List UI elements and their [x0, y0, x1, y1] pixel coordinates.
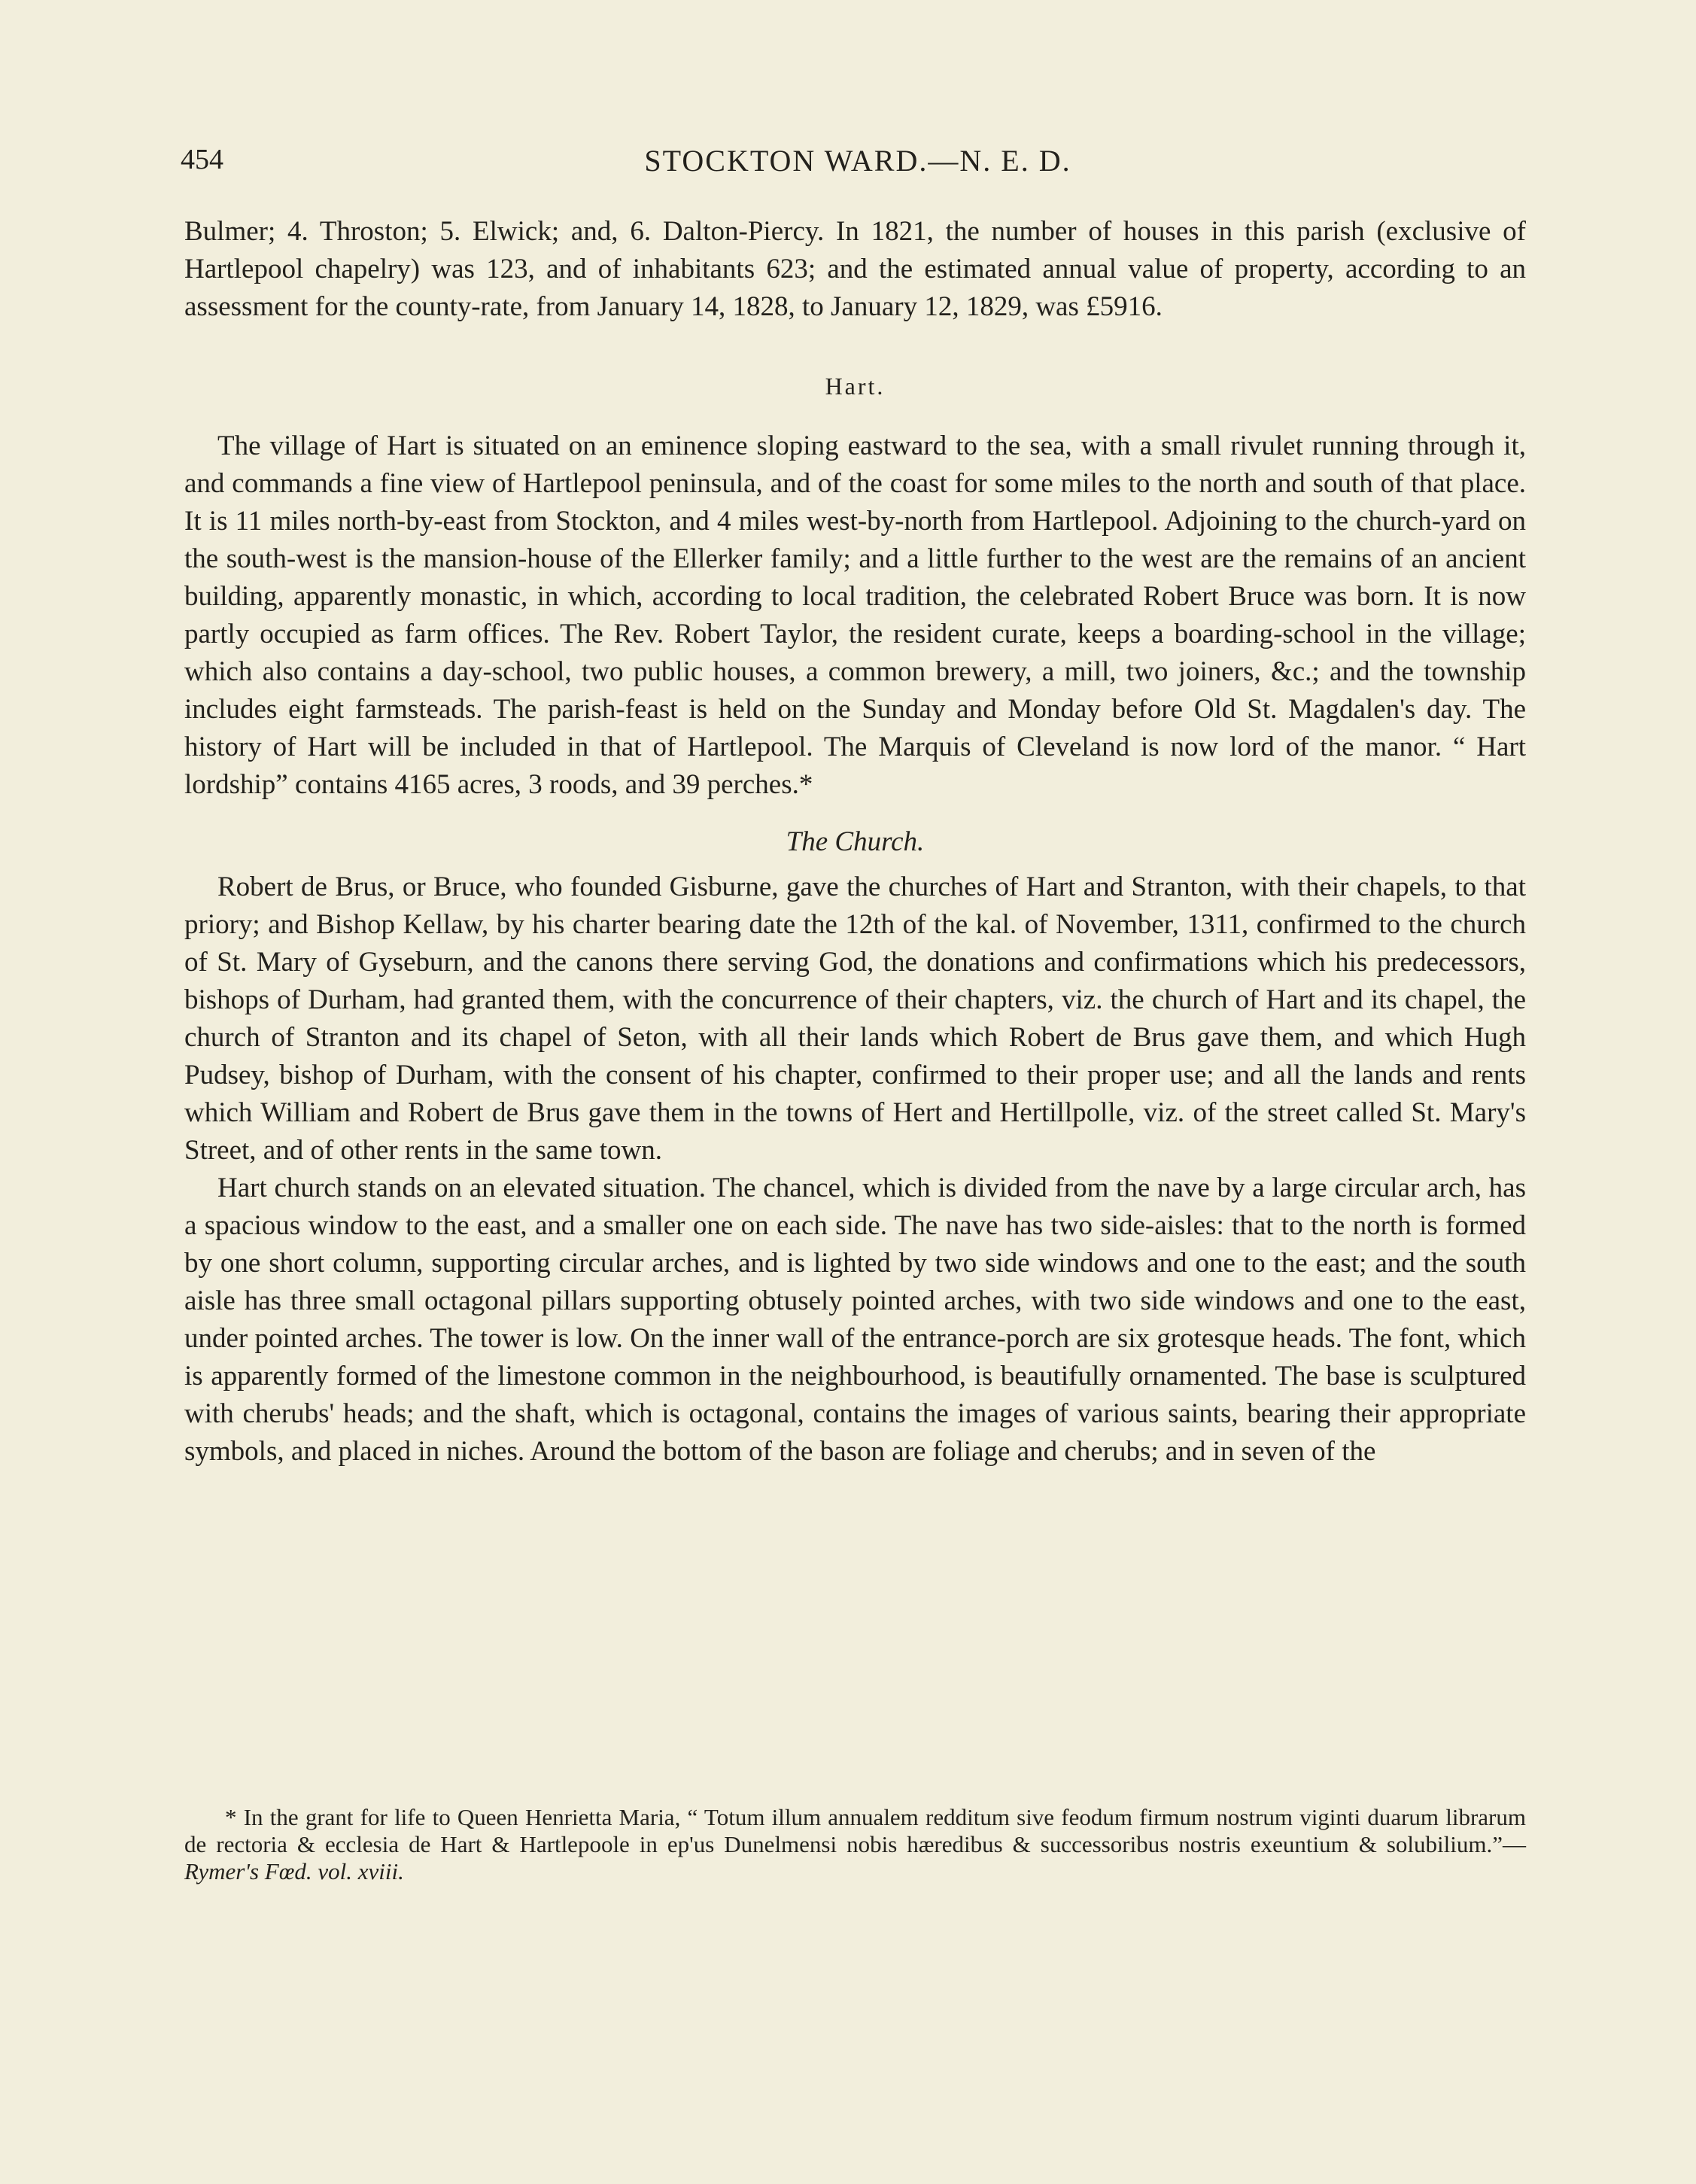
footnote-source: Rymer's Fœd. vol. xviii.: [184, 1858, 404, 1884]
church-paragraph-2: Hart church stands on an elevated situation. The chancel, which is divided from the nave by a large circular arch, has a spacious window to the east, and a smaller one on each side. The nave has two side-aisles: that to the north is formed by one short column, supporting circular arches, and is lighted by two side windows and one to the east; and the south aisle has three small octagonal pillars supporting obtusely pointed arches, with two side windows and one to the east, under pointed arches. The tower is low. On the inner wall of the entrance-porch are six grotesque heads. The font, which is apparently formed of the limestone common in the neighbourhood, is beautifully ornamented. The base is sculptured with cherubs' heads; and the shaft, which is octagonal, contains the images of various saints, bearing their appropriate symbols, and placed in niches. Around the bottom of the bason are foliage and cherubs; and in seven of the: [184, 1173, 1526, 1467]
page-number: 454: [181, 144, 223, 175]
page-header: [181, 143, 1535, 188]
footnote: [184, 1804, 1526, 1885]
running-head: STOCKTON WARD.—N. E. D.: [644, 144, 1071, 178]
section-heading: Hart.: [825, 373, 886, 400]
intro-paragraph: Bulmer; 4. Throston; 5. Elwick; and, 6. Dalton-Piercy. In 1821, the number of houses in this parish (exclusive of Hartlepool chapelry) was 123, and of inhabitants 623; and the estimated annual value of property, according to an assessment for the county-rate, from January 14, 1828, to January 12, 1829, was £5916.: [184, 216, 1526, 322]
hart-paragraph: The village of Hart is situated on an eminence sloping eastward to the sea, with a small rivulet running through it, and commands a fine view of Hartlepool peninsula, and of the coast for some miles to the north and south of that place. It is 11 miles north-by-east from Stockton, and 4 miles west-by-north from Hartlepool. Adjoining to the church-yard on the south-west is the mansion-house of the Ellerker family; and a little further to the west are the remains of an ancient building, apparently monastic, in which, according to local tradition, the celebrated Robert Bruce was born. It is now partly occupied as farm offices. The Rev. Robert Taylor, the resident curate, keeps a boarding-school in the village; which also contains a day-school, two public houses, a common brewery, a mill, two joiners, &c.; and the township includes eight farmsteads. The parish-feast is held on the Sunday and Monday before Old St. Magdalen's day. The history of Hart will be included in that of Hartlepool. The Marquis of Cleveland is now lord of the manor. “ Hart lordship” contains 4165 acres, 3 roods, and 39 perches.*: [184, 430, 1526, 800]
body-text: [184, 213, 1526, 1471]
footnote-text: * In the grant for life to Queen Henrietta Maria, “ Totum illum annualem redditum sive feodum firmum nostrum viginti duarum librarum de rectoria & ecclesia de Hart & Hartlepoole in ep'us Dunelmensi nobis hæredibus & successoribus nostris exeuntium & solubilium.”—: [184, 1804, 1526, 1857]
church-subheading: The Church.: [786, 826, 925, 857]
church-paragraph-1: Robert de Brus, or Bruce, who founded Gisburne, gave the churches of Hart and Stranton, with their chapels, to that priory; and Bishop Kellaw, by his charter bearing date the 12th of the kal. of November, 1311, confirmed to the church of St. Mary of Gyseburn, and the canons there serving God, the donations and confirmations which his predecessors, bishops of Durham, had granted them, with the concurrence of their chapters, viz. the church of Hart and its chapel, the church of Stranton and its chapel of Seton, with all their lands which Robert de Brus gave them, and which Hugh Pudsey, bishop of Durham, with the consent of his chapter, confirmed to their proper use; and all the lands and rents which William and Robert de Brus gave them in the towns of Hert and Hertillpolle, viz. of the street called St. Mary's Street, and of other rents in the same town.: [184, 871, 1526, 1166]
